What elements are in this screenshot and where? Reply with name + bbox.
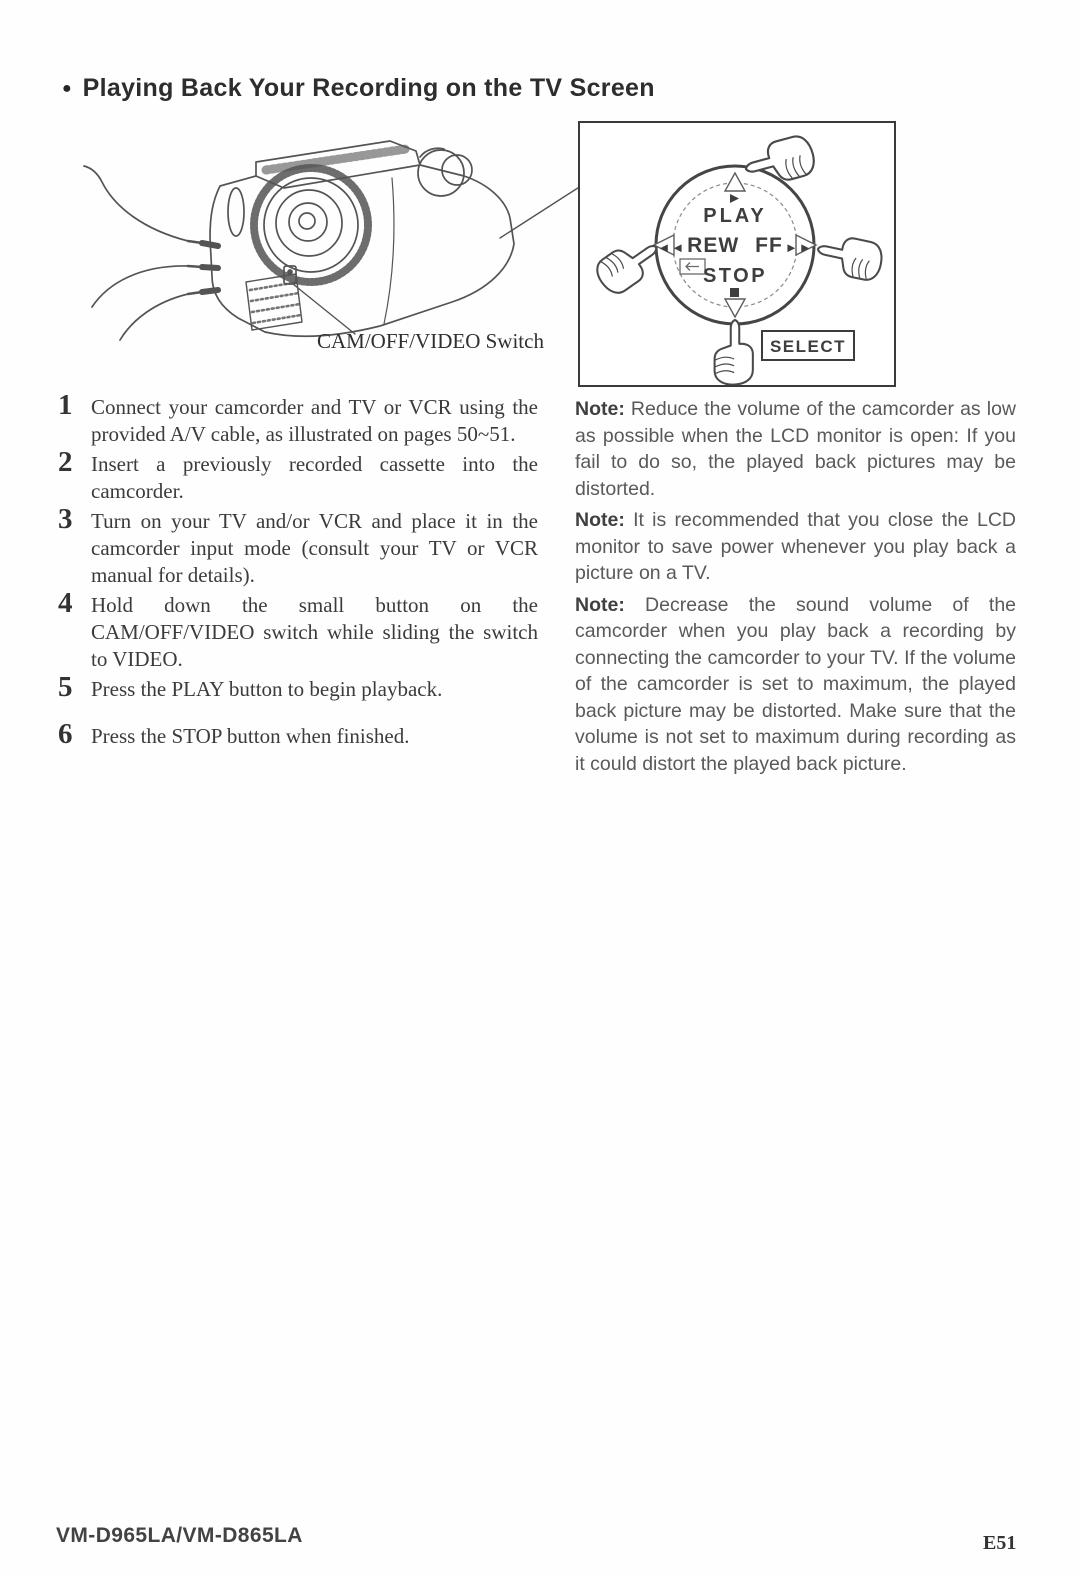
select-label: SELECT [769,337,847,356]
ff-icon: ►► [784,240,813,255]
step-number: 5 [58,671,73,703]
page-title: Playing Back Your Recording on the TV Screen [82,74,655,102]
av-cables [84,166,218,340]
step-number: 3 [58,503,73,535]
step-text: Turn on your TV and/or VCR and place it in the camcorder input mode (consult your TV or VCR manual for details). [91,509,538,587]
step-number: 2 [58,446,73,478]
step-5 [58,671,538,703]
step-number: 1 [58,389,73,421]
step-2 [58,446,538,505]
play-icon [730,194,739,203]
return-icon [680,259,705,274]
play-label: PLAY [703,205,767,227]
dial-arrow-down [725,299,745,317]
front-mic [228,188,244,236]
note-label: Note: [575,509,625,531]
section-bullet-icon: ● [62,79,72,97]
lens [254,168,368,282]
step-4 [58,587,538,673]
note-2 [575,507,1016,587]
stop-label: STOP [702,265,768,287]
pointing-hand-right-icon [814,232,885,283]
step-text: Press the STOP button when finished. [91,724,410,748]
step-number: 4 [58,587,73,619]
stop-icon [730,288,739,297]
select-callout [762,331,854,360]
note-3 [575,592,1016,778]
note-text: Decrease the sound volume of the camcorder when you play back a recording by connecting the camcorder to your TV. If the volume of the camcorder is set to maximum, the played back picture may be distorted. Make sure that the volume is not set to maximum during recording as it could distort the played back picture. [575,593,1017,775]
ff-label: FF [755,234,783,257]
dial-arrow-up [725,173,745,191]
step-text: Insert a previously recorded cassette into the camcorder. [91,452,538,503]
note-label: Note: [575,593,625,616]
rew-label: REW [687,234,740,257]
steps-list [58,389,538,753]
step-text: Connect your camcorder and TV or VCR using the provided A/V cable, as illustrated on pages 50~51. [91,395,538,446]
step-text: Press the PLAY button to begin playback. [91,677,443,701]
speaker-grille [246,274,302,330]
step-number: 6 [58,718,73,750]
control-dial-diagram [580,123,894,385]
step-3 [58,503,538,589]
section-title-row [62,74,655,103]
switch-leader-line [293,284,355,334]
note-label: Note: [575,398,625,420]
svg-text:◄◄REWFF►► [657,234,812,257]
note-text: Reduce the volume of the camcorder as low as possible when the LCD monitor is open: If you fail to do so, the played back pictures may be distorted. [575,398,1016,500]
notes-column [575,396,1016,782]
pointing-hand-bottom-icon [715,320,753,385]
note-text: It is recommended that you close the LCD monitor to save power whenever you play back a picture on a TV. [575,509,1016,584]
footer-page-number: E51 [983,1532,1017,1554]
footer-model-numbers: VM-D965LA/VM-D865LA [56,1524,303,1547]
step-6 [58,718,538,750]
note-1 [575,396,1016,502]
switch-label: CAM/OFF/VIDEO Switch [317,329,544,353]
step-text: Hold down the small button on the CAM/OFF/VIDEO switch while sliding the switch to VIDEO. [91,593,538,671]
rew-icon: ◄◄ [657,240,686,255]
viewfinder [418,148,472,196]
step-1 [58,389,538,448]
control-dial-panel [578,121,896,387]
